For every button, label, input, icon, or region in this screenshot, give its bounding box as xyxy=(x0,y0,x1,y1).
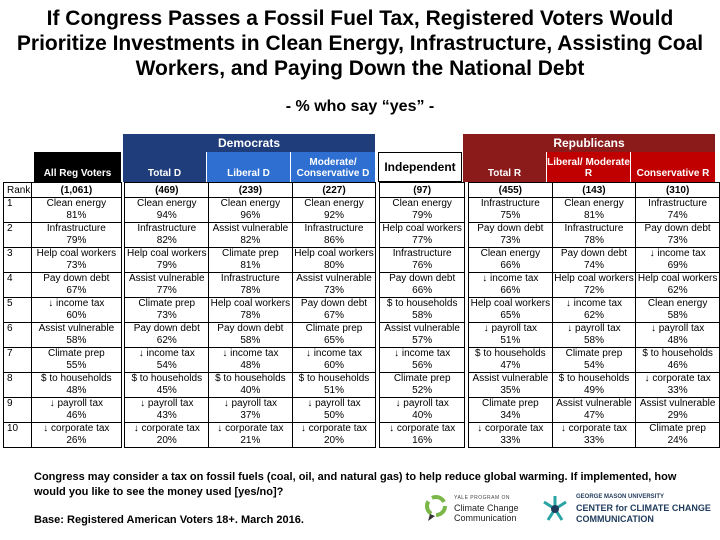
table-cell xyxy=(552,348,636,373)
table-row xyxy=(4,398,720,423)
item-percent: 80% xyxy=(323,260,344,271)
item-percent: 46% xyxy=(66,410,87,421)
item-percent: 73% xyxy=(66,260,87,271)
item-percent: 35% xyxy=(500,385,521,396)
item-percent: 51% xyxy=(323,385,344,396)
table-cell xyxy=(125,248,209,273)
table-cell xyxy=(292,198,376,223)
item-percent: 66% xyxy=(412,285,433,296)
item-percent: 67% xyxy=(323,310,344,321)
table-cell xyxy=(379,373,464,398)
item-label: ↓ corporate tax xyxy=(560,423,628,434)
item-label: Climate prep xyxy=(565,348,623,359)
item-label: ↓ income tax xyxy=(565,298,623,309)
table-cell xyxy=(379,223,464,248)
item-percent: 58% xyxy=(583,335,604,346)
item-label: ↓ income tax xyxy=(138,348,195,359)
table-cell xyxy=(636,348,720,373)
item-label: Clean energy xyxy=(46,198,107,209)
table-cell xyxy=(209,398,293,423)
item-label: Clean energy xyxy=(480,248,541,259)
item-percent: 96% xyxy=(240,210,261,221)
item-label: Climate prep xyxy=(138,298,196,309)
independent-header: Independent xyxy=(378,152,462,182)
item-percent: 73% xyxy=(667,235,688,246)
democrats-group-header: Democrats xyxy=(123,134,375,152)
item-percent: 79% xyxy=(412,210,433,221)
item-label: Clean energy xyxy=(220,198,281,209)
item-percent: 54% xyxy=(156,360,177,371)
table-cell xyxy=(636,373,720,398)
item-label: ↓ income tax xyxy=(48,298,105,309)
item-percent: 46% xyxy=(667,360,688,371)
gmu-logo xyxy=(540,492,711,525)
table-cell xyxy=(552,423,636,448)
table-cell xyxy=(552,298,636,323)
item-label: Climate prep xyxy=(222,248,279,259)
table-cell xyxy=(469,423,553,448)
item-percent: 78% xyxy=(240,310,261,321)
item-label: Help coal workers xyxy=(382,223,462,234)
item-label: ↓ payroll tax xyxy=(567,323,621,334)
item-label: Climate prep xyxy=(305,323,363,334)
yale-logo-line1: Climate Change xyxy=(454,503,519,513)
yale-logo-icon xyxy=(424,494,450,522)
table-cell xyxy=(552,398,636,423)
item-label: Clean energy xyxy=(304,198,364,209)
item-percent: 62% xyxy=(156,335,177,346)
table-cell xyxy=(125,298,209,323)
table-cell xyxy=(125,198,209,223)
item-percent: 62% xyxy=(583,310,604,321)
table-cell xyxy=(31,198,121,223)
item-percent: 52% xyxy=(412,385,433,396)
item-percent: 78% xyxy=(240,285,261,296)
item-percent: 58% xyxy=(240,335,261,346)
item-percent: 29% xyxy=(667,410,688,421)
table-cell xyxy=(125,348,209,373)
yale-logo xyxy=(424,493,519,523)
item-percent: 60% xyxy=(66,310,87,321)
table-row xyxy=(4,273,720,298)
table-cell xyxy=(31,398,121,423)
item-percent: 66% xyxy=(500,260,521,271)
item-percent: 47% xyxy=(500,360,521,371)
table-cell xyxy=(469,398,553,423)
item-percent: 62% xyxy=(667,285,688,296)
table-cell xyxy=(636,423,720,448)
item-percent: 37% xyxy=(240,410,261,421)
table-cell xyxy=(379,198,464,223)
item-label: Pay down debt xyxy=(133,323,200,334)
table-cell xyxy=(292,223,376,248)
table-cell xyxy=(469,198,553,223)
question-footnote: Congress may consider a tax on fossil fuels (coal, oil, and natural gas) to help reduce global warming. If implemented, how would you like to see the money used [yes/no]? xyxy=(34,471,677,498)
all-reg-voters-header: All Reg Voters xyxy=(34,152,121,182)
item-label: Infrastructure xyxy=(648,198,708,209)
item-percent: 77% xyxy=(156,285,177,296)
item-percent: 45% xyxy=(156,385,177,396)
table-cell xyxy=(552,273,636,298)
table-cell xyxy=(292,398,376,423)
item-label: $ to households xyxy=(558,373,630,384)
table-cell xyxy=(379,298,464,323)
table-cell xyxy=(292,348,376,373)
item-label: ↓ corporate tax xyxy=(477,423,544,434)
item-percent: 33% xyxy=(500,435,521,446)
item-label: Infrastructure xyxy=(480,198,540,209)
item-percent: 43% xyxy=(156,410,177,421)
table-cell xyxy=(125,223,209,248)
item-percent: 81% xyxy=(66,210,87,221)
table-cell xyxy=(636,223,720,248)
item-label: Infrastructure xyxy=(564,223,624,234)
item-percent: 55% xyxy=(66,360,87,371)
item-percent: 57% xyxy=(412,335,433,346)
item-percent: 48% xyxy=(667,335,688,346)
table-row xyxy=(4,323,720,348)
table-cell xyxy=(125,273,209,298)
item-label: Pay down debt xyxy=(300,298,368,309)
item-percent: 82% xyxy=(156,235,177,246)
table-row xyxy=(4,198,720,223)
rank-number: 9 xyxy=(4,398,32,423)
table-cell xyxy=(125,423,209,448)
item-label: ↓ payroll tax xyxy=(307,398,361,409)
item-label: ↓ corporate tax xyxy=(389,423,456,434)
rank-number: 3 xyxy=(4,248,32,273)
table-cell xyxy=(379,423,464,448)
item-percent: 86% xyxy=(323,235,344,246)
rank-number: 8 xyxy=(4,373,32,398)
table-cell xyxy=(31,298,121,323)
item-label: Help coal workers xyxy=(294,248,374,259)
item-label: Help coal workers xyxy=(127,248,207,259)
item-percent: 67% xyxy=(66,285,87,296)
table-row xyxy=(4,423,720,448)
item-percent: 24% xyxy=(667,435,688,446)
item-label: Assist vulnerable xyxy=(556,398,632,409)
sample-size-cell: (455) xyxy=(469,183,553,198)
item-percent: 54% xyxy=(583,360,604,371)
table-cell xyxy=(379,248,464,273)
item-label: Assist vulnerable xyxy=(472,373,549,384)
item-percent: 72% xyxy=(583,285,604,296)
item-label: Assist vulnerable xyxy=(128,273,205,284)
item-percent: 49% xyxy=(583,385,604,396)
rank-number: 1 xyxy=(4,198,32,223)
moderate-conservative-d-header: Moderate/ Conservative D xyxy=(291,152,375,182)
item-label: $ to households xyxy=(642,348,713,359)
table-cell xyxy=(31,348,121,373)
item-percent: 58% xyxy=(667,310,688,321)
item-percent: 60% xyxy=(323,360,344,371)
table-cell xyxy=(469,273,553,298)
item-label: ↓ corporate tax xyxy=(300,423,368,434)
item-label: Clean energy xyxy=(392,198,452,209)
table-cell xyxy=(469,373,553,398)
item-percent: 47% xyxy=(583,410,604,421)
item-percent: 20% xyxy=(156,435,177,446)
item-label: ↓ corporate tax xyxy=(217,423,284,434)
table-cell xyxy=(209,423,293,448)
table-cell xyxy=(636,273,720,298)
gmu-logo-icon xyxy=(540,494,570,524)
table-cell xyxy=(209,373,293,398)
item-percent: 81% xyxy=(240,260,261,271)
item-percent: 56% xyxy=(412,360,433,371)
item-label: Assist vulnerable xyxy=(384,323,460,334)
table-cell xyxy=(292,273,376,298)
item-percent: 78% xyxy=(583,235,604,246)
table-cell xyxy=(469,348,553,373)
table-cell xyxy=(125,323,209,348)
sample-size-cell: (469) xyxy=(125,183,209,198)
item-percent: 26% xyxy=(66,435,87,446)
item-label: $ to households xyxy=(131,373,203,384)
table-cell xyxy=(292,298,376,323)
item-label: $ to households xyxy=(215,373,286,384)
table-cell xyxy=(552,223,636,248)
table-cell xyxy=(552,323,636,348)
item-label: Infrastructure xyxy=(46,223,106,234)
item-label: Climate prep xyxy=(649,423,706,434)
item-label: Assist vulnerable xyxy=(212,223,289,234)
item-percent: 40% xyxy=(412,410,433,421)
table-cell xyxy=(469,323,553,348)
item-percent: 74% xyxy=(583,260,604,271)
sample-size-cell: (97) xyxy=(379,183,464,198)
item-label: Infrastructure xyxy=(220,273,280,284)
item-percent: 73% xyxy=(156,310,177,321)
table-cell xyxy=(636,398,720,423)
item-percent: 79% xyxy=(156,260,177,271)
table-row xyxy=(4,348,720,373)
table-cell xyxy=(31,223,121,248)
item-label: Pay down debt xyxy=(560,248,628,259)
item-label: $ to households xyxy=(475,348,546,359)
item-percent: 76% xyxy=(412,260,433,271)
item-label: ↓ corporate tax xyxy=(133,423,200,434)
table-cell xyxy=(31,423,121,448)
table-cell xyxy=(209,348,293,373)
table-row xyxy=(4,298,720,323)
item-label: Pay down debt xyxy=(217,323,284,334)
item-percent: 77% xyxy=(412,235,433,246)
table-cell xyxy=(379,348,464,373)
rank-number: 10 xyxy=(4,423,32,448)
item-label: $ to households xyxy=(41,373,112,384)
item-label: Assist vulnerable xyxy=(639,398,716,409)
conservative-r-header: Conservative R xyxy=(631,152,715,182)
item-percent: 48% xyxy=(66,385,87,396)
item-label: Help coal workers xyxy=(554,273,634,284)
table-cell xyxy=(552,248,636,273)
item-label: Help coal workers xyxy=(470,298,551,309)
table-cell xyxy=(379,398,464,423)
item-percent: 74% xyxy=(667,210,688,221)
table-row xyxy=(4,248,720,273)
table-cell xyxy=(469,298,553,323)
gmu-logo-line2: COMMUNICATION xyxy=(576,514,654,524)
item-percent: 79% xyxy=(66,235,87,246)
item-label: ↓ income tax xyxy=(305,348,363,359)
table-row xyxy=(4,373,720,398)
table-cell xyxy=(636,298,720,323)
table-cell xyxy=(552,198,636,223)
item-label: Pay down debt xyxy=(644,223,711,234)
page-subtitle: - % who say “yes” - xyxy=(285,98,435,115)
item-label: Infrastructure xyxy=(137,223,197,234)
table-cell xyxy=(125,398,209,423)
table-row xyxy=(4,223,720,248)
table-cell xyxy=(31,373,121,398)
table-cell xyxy=(469,223,553,248)
table-cell xyxy=(209,298,293,323)
results-table xyxy=(3,182,720,448)
item-label: ↓ payroll tax xyxy=(140,398,194,409)
item-label: $ to households xyxy=(298,373,370,384)
item-label: ↓ payroll tax xyxy=(483,323,538,334)
rank-number: 4 xyxy=(4,273,32,298)
item-label: Climate prep xyxy=(482,398,539,409)
total-d-header: Total D xyxy=(123,152,206,182)
item-label: Assist vulnerable xyxy=(296,273,372,284)
sample-size-row xyxy=(4,183,720,198)
item-percent: 21% xyxy=(240,435,261,446)
rank-number: 2 xyxy=(4,223,32,248)
table-cell xyxy=(31,248,121,273)
item-label: ↓ income tax xyxy=(482,273,539,284)
table-cell xyxy=(636,248,720,273)
rank-number: 6 xyxy=(4,323,32,348)
item-label: ↓ payroll tax xyxy=(650,323,705,334)
table-cell xyxy=(636,323,720,348)
item-percent: 16% xyxy=(412,435,433,446)
item-percent: 94% xyxy=(156,210,177,221)
total-r-header: Total R xyxy=(463,152,546,182)
table-cell xyxy=(292,248,376,273)
table-cell xyxy=(292,373,376,398)
item-label: Pay down debt xyxy=(43,273,110,284)
item-label: Clean energy xyxy=(647,298,708,309)
table-cell xyxy=(31,323,121,348)
sample-size-cell: (310) xyxy=(636,183,720,198)
republicans-group-header: Republicans xyxy=(463,134,715,152)
yale-logo-line2: Communication xyxy=(454,513,517,523)
item-percent: 58% xyxy=(412,310,433,321)
item-label: Climate prep xyxy=(393,373,451,384)
gmu-logo-line1: CENTER for CLIMATE CHANGE xyxy=(576,503,711,513)
item-label: Help coal workers xyxy=(210,298,291,309)
table-cell xyxy=(292,423,376,448)
item-label: ↓ payroll tax xyxy=(49,398,104,409)
table-cell xyxy=(379,273,464,298)
item-percent: 33% xyxy=(667,385,688,396)
item-label: Infrastructure xyxy=(304,223,364,234)
item-label: Pay down debt xyxy=(389,273,456,284)
item-label: Help coal workers xyxy=(36,248,117,259)
page-title: If Congress Passes a Fossil Fuel Tax, Registered Voters Would Prioritize Investments in Clean Energy, Infrastructure, Assisting Coal Workers, and Paying Down the National Debt xyxy=(16,7,704,80)
item-label: Clean energy xyxy=(564,198,624,209)
base-note: Base: Registered American Voters 18+. March 2016. xyxy=(34,514,304,526)
item-label: Infrastructure xyxy=(392,248,452,259)
item-label: Pay down debt xyxy=(477,223,544,234)
item-percent: 51% xyxy=(500,335,521,346)
item-percent: 40% xyxy=(240,385,261,396)
liberal-moderate-r-header: Liberal/ Moderate R xyxy=(547,152,630,182)
liberal-d-header: Liberal D xyxy=(207,152,290,182)
item-percent: 73% xyxy=(500,235,521,246)
table-cell xyxy=(552,373,636,398)
table-cell xyxy=(469,248,553,273)
rank-header: Rank xyxy=(4,183,32,198)
sample-size-cell: (227) xyxy=(292,183,376,198)
sample-size-cell: (1,061) xyxy=(31,183,121,198)
item-percent: 20% xyxy=(323,435,344,446)
table-cell xyxy=(209,248,293,273)
item-label: $ to households xyxy=(386,298,458,309)
table-cell xyxy=(209,323,293,348)
item-percent: 48% xyxy=(240,360,261,371)
table-cell xyxy=(636,198,720,223)
table-cell xyxy=(379,323,464,348)
item-percent: 92% xyxy=(323,210,344,221)
item-percent: 58% xyxy=(66,335,87,346)
gmu-logo-small: GEORGE MASON UNIVERSITY xyxy=(576,494,665,500)
table-cell xyxy=(31,273,121,298)
item-label: Climate prep xyxy=(48,348,105,359)
yale-logo-small: YALE PROGRAM ON xyxy=(454,495,511,501)
item-label: Clean energy xyxy=(137,198,197,209)
item-label: ↓ payroll tax xyxy=(395,398,449,409)
table-cell xyxy=(292,323,376,348)
rank-number: 7 xyxy=(4,348,32,373)
item-percent: 66% xyxy=(500,285,521,296)
item-label: ↓ payroll tax xyxy=(223,398,278,409)
item-label: ↓ income tax xyxy=(394,348,451,359)
item-percent: 82% xyxy=(240,235,261,246)
item-label: ↓ corporate tax xyxy=(644,373,711,384)
rank-number: 5 xyxy=(4,298,32,323)
sample-size-cell: (239) xyxy=(209,183,293,198)
item-percent: 73% xyxy=(323,285,344,296)
item-percent: 33% xyxy=(583,435,604,446)
table-cell xyxy=(209,273,293,298)
sample-size-cell: (143) xyxy=(552,183,636,198)
table-cell xyxy=(209,223,293,248)
item-percent: 81% xyxy=(583,210,604,221)
item-percent: 75% xyxy=(500,210,521,221)
table-cell xyxy=(125,373,209,398)
item-percent: 34% xyxy=(500,410,521,421)
item-label: ↓ income tax xyxy=(222,348,279,359)
item-percent: 69% xyxy=(667,260,688,271)
table-cell xyxy=(209,198,293,223)
item-percent: 65% xyxy=(323,335,344,346)
item-label: ↓ corporate tax xyxy=(43,423,110,434)
item-label: ↓ income tax xyxy=(649,248,706,259)
item-label: Help coal workers xyxy=(637,273,718,284)
item-label: Assist vulnerable xyxy=(38,323,115,334)
item-percent: 50% xyxy=(323,410,344,421)
item-percent: 65% xyxy=(500,310,521,321)
